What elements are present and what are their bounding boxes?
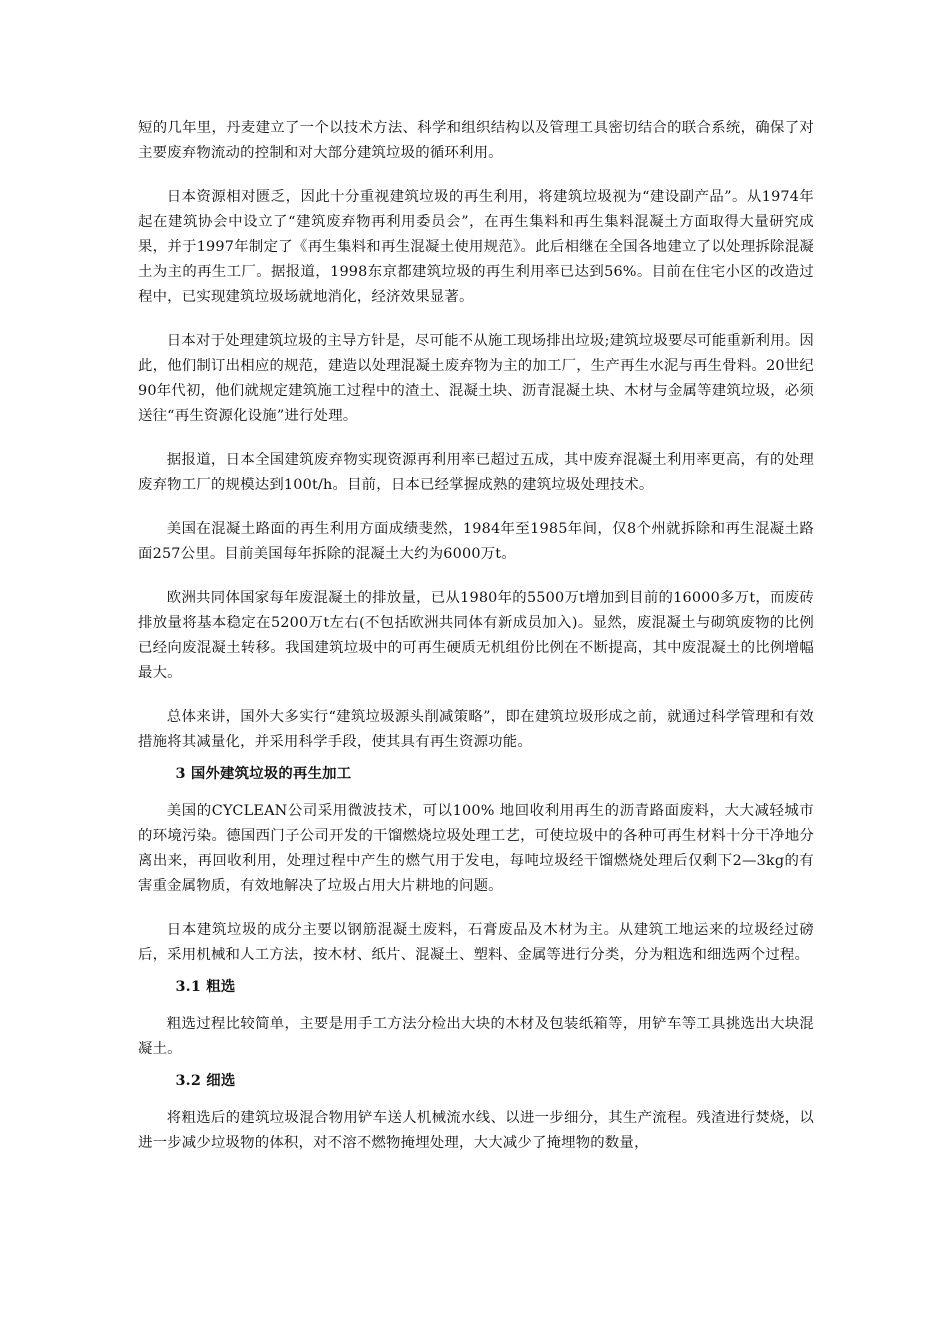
paragraph-cyclean-siemens: 美国的CYCLEAN公司采用微波技术，可以100% 地回收利用再生的沥青路面废料，大大减轻城市的环境污染。德国西门子公司开发的干馏燃烧垃圾处理工艺，可使垃圾中的各种可再生材料十分干净地分离出来，再回收利用，处理过程中产生的燃气用于发电，每吨垃圾经干馏燃烧处理后仅剩下2—3kg的有害重金属物质，有效地解决了垃圾占用大片耕地的问题。	[138, 803, 814, 894]
document-page	[138, 116, 814, 1175]
paragraph-rough-selection: 粗选过程比较简单，主要是用手工方法分检出大块的木材及包装纸箱等，用铲车等工具挑选出大块混凝土。	[138, 1016, 814, 1057]
paragraph-japan-composition: 日本建筑垃圾的成分主要以钢筋混凝土废料，石膏废品及木材为主。从建筑工地运来的垃圾经过磅后，采用机械和人工方法，按木材、纸片、混凝土、塑料、金属等进行分类，分为粗选和细选两个过程。	[138, 922, 814, 963]
paragraph-usa-pavement: 美国在混凝土路面的再生利用方面成绩斐然，1984年至1985年间，仅8个州就拆除和再生混凝土路面257公里。目前美国每年拆除的混凝土大约为6000万t。	[138, 521, 814, 562]
paragraph-japan-policy: 日本对于处理建筑垃圾的主导方针是，尽可能不从施工现场排出垃圾;建筑垃圾要尽可能重新利用。因此，他们制订出相应的规范，建造以处理混凝土废弃物为主的加工厂，生产再生水泥与再生骨料。20世纪90年代初，他们就规定建筑施工过程中的渣土、混凝土块、沥青混凝土块、木材与金属等建筑垃圾，必须送往“再生资源化设施”进行处理。	[138, 333, 814, 424]
paragraph-japan-resources: 日本资源相对匮乏，因此十分重视建筑垃圾的再生利用，将建筑垃圾视为“建设副产品”。从1974年起在建筑协会中设立了“建筑废弃物再利用委员会”，在再生集料和再生集料混凝土方面取得大量研究成果，并于1997年制定了《再生集料和再生混凝土使用规范》。此后相继在全国各地建立了以处理拆除混凝土为主的再生工厂。据报道，1998东京都建筑垃圾的再生利用率已达到56%。目前在住宅小区的改造过程中，已实现建筑垃圾场就地消化，经济效果显著。	[138, 189, 814, 305]
section-heading-3: 3 国外建筑垃圾的再生加工	[175, 765, 352, 782]
section-heading-3-1: 3.1 粗选	[175, 978, 236, 995]
section-heading-3-2: 3.2 细选	[175, 1072, 236, 1089]
paragraph-japan-reuse-rate: 据报道，日本全国建筑废弃物实现资源再利用率已超过五成，其中废弃混凝土利用率更高，有的处理废弃物工厂的规模达到100t/h。目前，日本已经掌握成熟的建筑垃圾处理技术。	[138, 452, 814, 493]
paragraph-fine-selection: 将粗选后的建筑垃圾混合物用铲车送人机械流水线、以进一步细分，其生产流程。残渣进行焚烧，以进一步减少垃圾物的体积，对不溶不燃物掩埋处理，大大减少了掩埋物的数量，	[138, 1110, 814, 1151]
paragraph-summary: 总体来讲，国外大多实行“建筑垃圾源头削减策略”，即在建筑垃圾形成之前，就通过科学管理和有效措施将其减量化，并采用科学手段，使其具有再生资源功能。	[138, 709, 814, 750]
paragraph-europe-emissions: 欧洲共同体国家每年废混凝土的排放量，已从1980年的5500万t增加到目前的16000多万t，而废砖排放量将基本稳定在5200万t左右(不包括欧洲共同体有新成员加入)。显然，废混凝土与砌筑废物的比例已经向废混凝土转移。我国建筑垃圾中的可再生硬质无机组份比例在不断提高，其中废混凝土的比例增幅最大。	[138, 590, 814, 681]
paragraph-denmark-continued: 短的几年里，丹麦建立了一个以技术方法、科学和组织结构以及管理工具密切结合的联合系统，确保了对主要废弃物流动的控制和对大部分建筑垃圾的循环利用。	[138, 120, 814, 161]
